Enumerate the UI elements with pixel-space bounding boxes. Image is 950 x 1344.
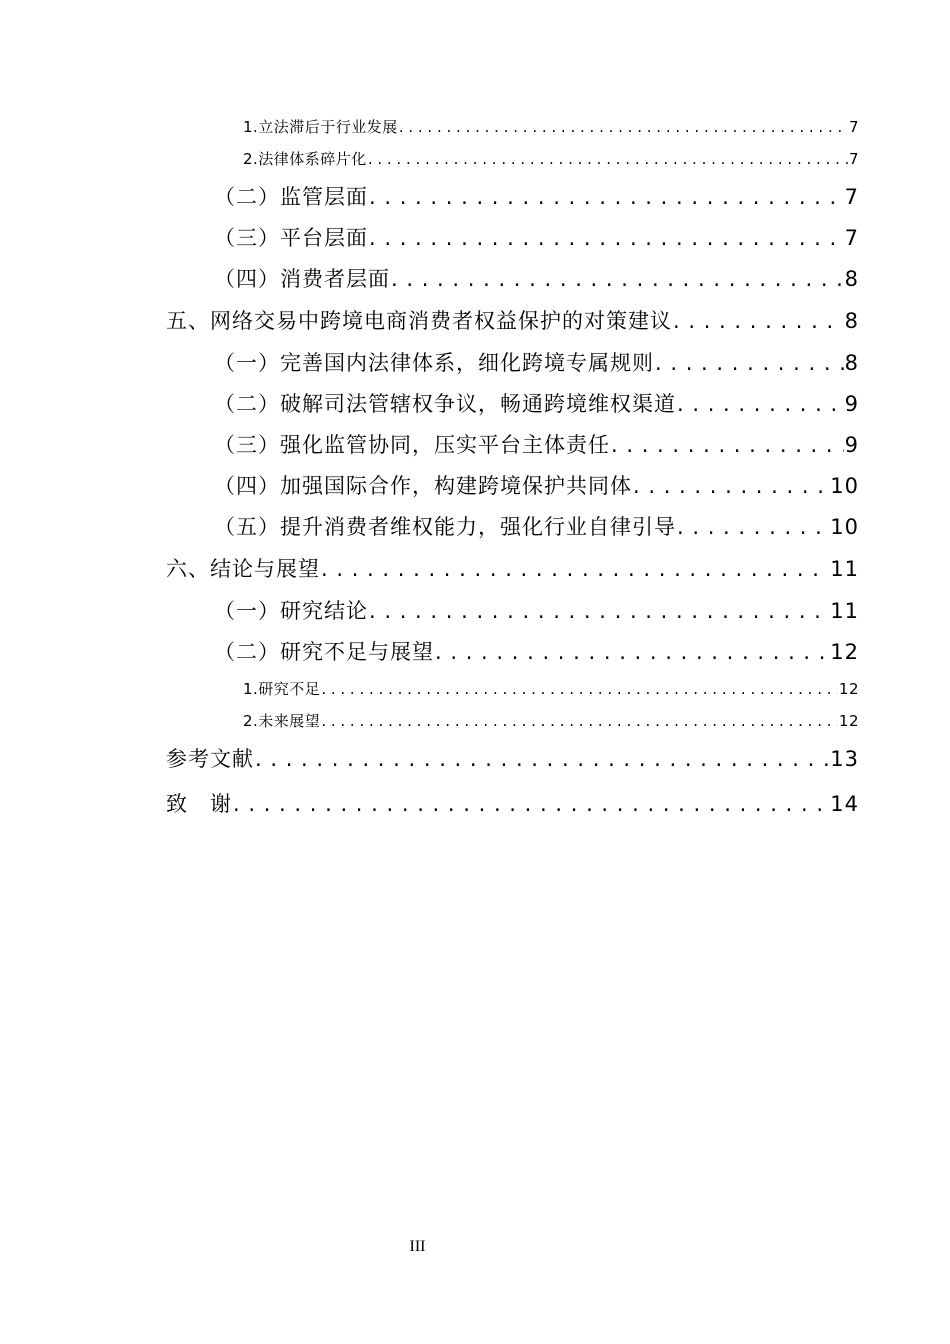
toc-leader-dots [391, 267, 844, 291]
toc-leader-dots [677, 515, 829, 539]
toc-entry-label: （三）强化监管协同，压实平台主体责任 [214, 433, 610, 457]
toc-entry-label: （一）完善国内法律体系，细化跨境专属规则 [214, 351, 654, 375]
toc-entry-label: 参考文献 [166, 747, 254, 771]
toc-entry[interactable] [214, 388, 859, 418]
toc-leader-dots [633, 474, 829, 498]
toc-leader-dots [677, 392, 844, 416]
toc-leader-dots [673, 309, 844, 333]
toc-entry-page: 9 [844, 433, 859, 457]
toc-entry-page: 11 [830, 557, 859, 581]
toc-entry-page: 9 [844, 392, 859, 416]
toc-entry[interactable] [214, 636, 859, 666]
toc-entry[interactable] [214, 263, 859, 293]
toc-leader-dots [321, 712, 838, 730]
toc-leader-dots [435, 640, 829, 664]
toc-entry-label: （二）研究不足与展望 [214, 640, 434, 664]
toc-entry-page: 7 [848, 150, 859, 168]
toc-entry-label: （二）破解司法管辖权争议，畅通跨境维权渠道 [214, 392, 676, 416]
toc-entry[interactable] [214, 181, 859, 211]
toc-entry-page: 12 [838, 712, 859, 730]
toc-entry-label: （一）研究结论 [214, 599, 368, 623]
toc-entry[interactable] [214, 470, 859, 500]
toc-leader-dots [611, 433, 844, 457]
toc-entry-page: 11 [830, 599, 859, 623]
toc-leader-dots [369, 599, 829, 623]
toc-entry-label: （五）提升消费者维权能力，强化行业自律引导 [214, 515, 676, 539]
toc-entry[interactable] [214, 347, 859, 377]
toc-entry-label: 致 谢 [166, 792, 232, 816]
toc-entry-label: （四）消费者层面 [214, 267, 390, 291]
toc-entry-label: 五、网络交易中跨境电商消费者权益保护的对策建议 [166, 309, 672, 333]
toc-entry-label: （三）平台层面 [214, 226, 368, 250]
toc-entry-page: 10 [830, 474, 859, 498]
toc-entry-label: 1.研究不足 [243, 680, 321, 698]
toc-entry-page: 12 [838, 680, 859, 698]
toc-entry-label: （四）加强国际合作，构建跨境保护共同体 [214, 474, 632, 498]
toc-entry-page: 13 [830, 747, 859, 771]
toc-leader-dots [369, 185, 844, 209]
toc-entry-page: 12 [830, 640, 859, 664]
toc-leader-dots [321, 680, 838, 698]
toc-entry[interactable] [166, 553, 859, 583]
toc-entry[interactable] [214, 511, 859, 541]
toc-entry[interactable] [243, 678, 859, 699]
toc-leader-dots [369, 226, 844, 250]
page-number: III [409, 1238, 426, 1255]
toc-entry[interactable] [166, 788, 859, 818]
toc-entry-page: 14 [830, 792, 859, 816]
toc-leader-dots [368, 150, 848, 168]
toc-entry[interactable] [243, 148, 859, 169]
toc-entry-page: 7 [844, 226, 859, 250]
toc-entry-page: 7 [844, 185, 859, 209]
toc-leader-dots [255, 747, 829, 771]
toc-entry-page: 8 [844, 351, 859, 375]
toc-entry-label: 六、结论与展望 [166, 557, 320, 581]
toc-leader-dots [321, 557, 829, 581]
toc-entry[interactable] [243, 710, 859, 731]
toc-entry-label: （二）监管层面 [214, 185, 368, 209]
toc-leader-dots [233, 792, 829, 816]
toc-entry-page: 7 [848, 118, 859, 136]
toc-leader-dots [399, 118, 848, 136]
toc-entry[interactable] [166, 743, 859, 773]
toc-entry[interactable] [166, 305, 859, 335]
toc-entry-label: 2.法律体系碎片化 [243, 150, 367, 168]
toc-entry[interactable] [214, 429, 859, 459]
toc-entry-page: 8 [844, 309, 859, 333]
toc-entry-label: 2.未来展望 [243, 712, 321, 730]
toc-entry-page: 10 [830, 515, 859, 539]
toc-entry[interactable] [214, 222, 859, 252]
toc-entry-label: 1.立法滞后于行业发展 [243, 118, 398, 136]
toc-leader-dots [655, 351, 844, 375]
toc-entry[interactable] [214, 595, 859, 625]
toc-entry[interactable] [243, 116, 859, 137]
toc-entry-page: 8 [844, 267, 859, 291]
